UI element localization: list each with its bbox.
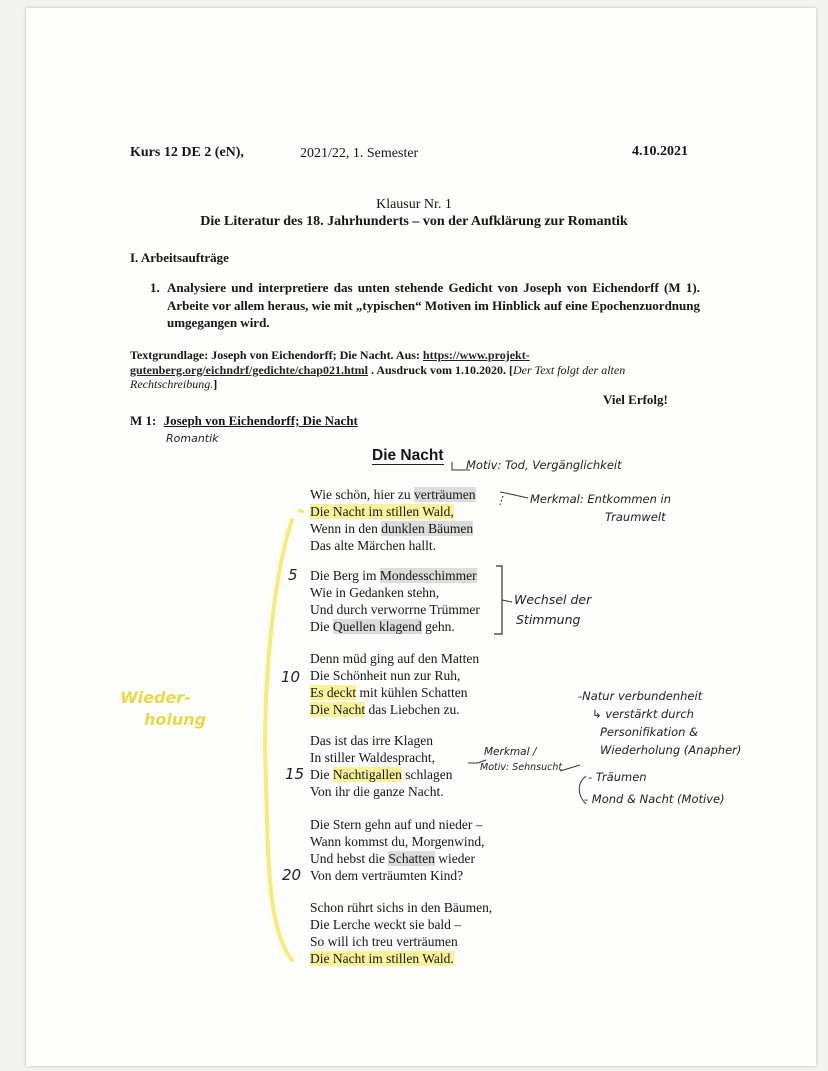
- poem-line: Die Schönheit nun zur Ruh,: [310, 668, 461, 683]
- annotation-natur-2: ↳ verstärkt durch: [592, 707, 694, 721]
- task-text: Analysiere und interpretiere das unten stehende Gedicht von Joseph von Eichendorff (M 1). Arbeite vor allem heraus, wie mit „typischen“ Motiven im Hinblick auf eine Epochenzuordnung umgegangen wird.: [167, 280, 700, 330]
- poem-line: Und durch verworrne Trümmer: [310, 602, 480, 617]
- poem-line: Denn müd ging auf den Matten: [310, 651, 480, 666]
- poem-line: Die Quellen klagend gehn.: [310, 619, 455, 634]
- source-after-url: . Ausdruck vom 1.10.2020. [: [367, 362, 513, 377]
- task-number: 1.: [150, 280, 160, 295]
- poem-line: Wenn in den dunklen Bäumen: [310, 521, 474, 536]
- annotation-sehnsucht-1: Merkmal /: [484, 746, 537, 758]
- line-number: 10: [281, 668, 301, 686]
- section-title: I. Arbeitsaufträge: [130, 250, 229, 265]
- annotation-motiv-tod: Motiv: Tod, Vergänglichkeit: [466, 458, 622, 472]
- poem-line: Wie in Gedanken stehn,: [310, 585, 440, 600]
- highlight: Mondesschimmer: [379, 568, 477, 583]
- source-link-part2[interactable]: gutenberg.org/eichndrf/gedichte/chap021.html: [130, 362, 368, 377]
- poem-line: Es deckt mit kühlen Schatten: [310, 685, 468, 700]
- annotation-wiederholung-1: Wieder-: [120, 688, 191, 707]
- annotation-wechsel-2: Stimmung: [516, 612, 581, 627]
- highlight: Quellen klagend: [332, 619, 422, 634]
- annotation-wiederholung-2: holung: [144, 710, 207, 729]
- highlight: Nachtigallen: [332, 767, 402, 782]
- annotation-wechsel-1: Wechsel der: [514, 592, 592, 607]
- annotation-merkmal-2: Traumwelt: [605, 510, 666, 524]
- line-number: 20: [282, 866, 302, 884]
- poem-line: In stiller Waldespracht,: [310, 750, 436, 765]
- poem-line: Die Lerche weckt sie bald –: [310, 917, 462, 932]
- course-label: Kurs 12 DE 2 (eN),: [130, 145, 244, 160]
- annotation-natur-3: Personifikation &: [600, 725, 699, 739]
- date-label: 4.10.2021: [632, 144, 688, 159]
- highlight: dunklen Bäumen: [381, 521, 474, 536]
- poem-line: Die Nacht im stillen Wald.: [310, 951, 454, 966]
- good-luck: Viel Erfolg!: [603, 392, 668, 407]
- highlight: Die Nacht: [310, 702, 366, 717]
- poem-line: So will ich treu verträumen: [310, 934, 458, 949]
- source-close: ]: [213, 377, 218, 391]
- line-number: 15: [285, 765, 305, 783]
- annotation-merkmal-1: Merkmal: Entkommen in: [530, 492, 672, 506]
- source-note-text: Der Text folgt der alten Rechtschreibung.: [130, 362, 626, 391]
- annotation-sehnsucht-2: Motiv: Sehnsucht: [480, 762, 563, 773]
- material-title: Joseph von Eichendorff; Die Nacht: [163, 413, 358, 428]
- poem-line: Das alte Märchen hallt.: [310, 538, 436, 553]
- poem-line: Das ist das irre Klagen: [310, 733, 433, 748]
- highlight: Schatten: [388, 851, 435, 866]
- poem-title: Die Nacht: [372, 447, 444, 464]
- annotation-natur-5: - Träumen: [588, 770, 647, 784]
- annotation-romantik: Romantik: [166, 432, 219, 445]
- source-prefix: Textgrundlage: Joseph von Eichendorff; Die Nacht. Aus:: [130, 348, 423, 362]
- material-label: M 1:: [130, 413, 157, 428]
- poem-line: Wie schön, hier zu verträumen: [310, 487, 476, 502]
- poem-line: Von ihr die ganze Nacht.: [310, 784, 444, 799]
- poem-line: Von dem verträumten Kind?: [310, 868, 464, 883]
- line-number: 5: [288, 566, 298, 584]
- poem-line: Und hebst die Schatten wieder: [310, 851, 475, 866]
- poem-line: Die Berg im Mondesschimmer: [310, 568, 477, 583]
- annotation-natur-6: - Mond & Nacht (Motive): [584, 792, 725, 806]
- exam-number: Klausur Nr. 1: [376, 197, 452, 212]
- poem-line: Die Nachtigallen schlagen: [310, 767, 453, 782]
- annotation-natur-1: -Natur verbundenheit: [578, 689, 703, 703]
- poem-line: Die Nacht das Liebchen zu.: [310, 702, 460, 717]
- annotation-natur-4: Wiederholung (Anapher): [600, 743, 742, 757]
- poem-line: Schon rührt sichs in den Bäumen,: [310, 900, 493, 915]
- exam-topic: Die Literatur des 18. Jahrhunderts – von der Aufklärung zur Romantik: [200, 214, 628, 229]
- term-label: 2021/22, 1. Semester: [300, 146, 419, 161]
- poem-line: Die Nacht im stillen Wald,: [310, 504, 454, 519]
- poem-line: Wann kommst du, Morgenwind,: [310, 834, 485, 849]
- poem-line: Die Stern gehn auf und nieder –: [310, 817, 483, 832]
- source-link-part1[interactable]: https://www.projekt-: [422, 348, 530, 362]
- highlight: verträumen: [414, 487, 476, 502]
- highlight: Es deckt: [310, 685, 357, 700]
